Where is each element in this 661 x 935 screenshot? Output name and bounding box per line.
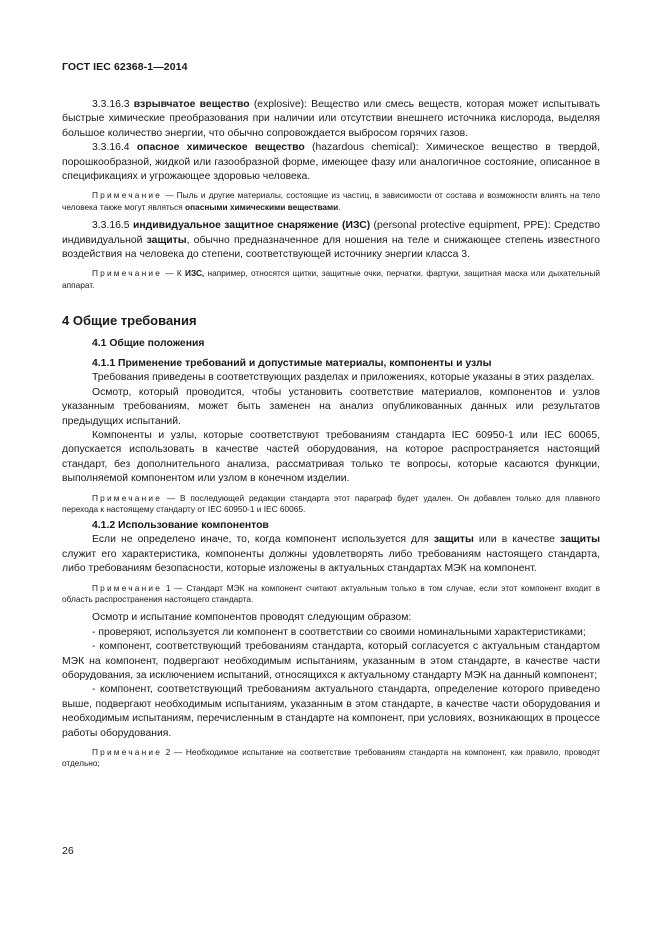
note-bold-term: опасными химическими веществами	[185, 201, 339, 212]
list-item: - компонент, соответствующий требованиям актуального стандарта, определение которого приведено выше, подвергают необходимым испытаниям, указанным в этом стандарте, в качестве части оборудования и необходимым испытаниям, перечисленным в стандарте на компонент, при условиях, возникающих в процессе работы оборудования.	[62, 684, 600, 739]
note-end: .	[338, 201, 341, 212]
note-label: Примечание	[92, 747, 163, 758]
term-number: 3.3.16.5	[92, 220, 130, 232]
page-content	[62, 98, 600, 770]
note-text: В последующей редакции стандарта этот параграф будет удален. Он добавлен только для плавного перехода к настоящему стандарту от IEC 60950-1 и IEC 60065.	[62, 492, 600, 514]
term-number: 3.3.16.4	[92, 142, 130, 154]
note-label: Примечание	[92, 268, 163, 279]
paragraph-hazardous-chemical	[62, 141, 600, 184]
term-name: индивидуальное защитное снаряжение (ИЗС)	[132, 220, 371, 232]
paragraph-text: или в качестве	[473, 534, 561, 546]
list-item: - проверяют, используется ли компонент в соответствии со своими номинальными характеристиками;	[92, 626, 586, 638]
list-item: - компонент, соответствующий требованиям стандарта, который согласуется с актуальным стандартом МЭК на компонент, подвергают необходимым испытаниям, указанным в этом стандарте, в качестве части оборудования, за исключением испытаний, относящихся к актуальному стандарту МЭК на данный компонент;	[62, 641, 600, 681]
note-dash: —	[162, 492, 181, 503]
note-dash: —	[162, 268, 177, 279]
note-bold-term: ИЗС,	[184, 268, 205, 279]
paragraph-text: Если не определено иначе, то, когда компонент используется для	[92, 534, 434, 546]
note-label: Примечание	[92, 492, 163, 503]
note-text: Необходимое испытание на соответствие требованиям стандарта на компонент, как правило, проводят отдельно;	[62, 747, 601, 769]
bold-word: защиты	[433, 534, 474, 546]
term-definition: (hazardous chemical): Химическое вещество в твердой, порошкообразной, жидкой или газообразной форме, имеющее фазу или аналогичное состояние, описанное в спецификациях и угрожающее здоровью человека.	[62, 142, 600, 183]
note-separate-test	[62, 747, 600, 770]
bold-word: защиты	[146, 234, 187, 246]
note-label: Примечание	[92, 190, 163, 201]
paragraph: Требования приведены в соответствующих разделах и приложениях, которые указаны в этих разделах.	[92, 372, 595, 384]
note-transition	[62, 493, 600, 516]
note-text: Стандарт МЭК на компонент считают актуальным только в том случае, если этот компонент входит в область распространения настоящего стандарта.	[62, 582, 601, 604]
note-dust	[62, 190, 600, 213]
page-number: 26	[62, 845, 74, 857]
subsection-title: 4.1.1 Применение требований и допустимые материалы, компоненты и узлы	[92, 358, 492, 370]
note-dash: —	[162, 190, 177, 201]
subsection-title: 4.1 Общие положения	[92, 338, 205, 350]
paragraph: Осмотр, который проводится, чтобы установить соответствие материалов, компонентов и узлов указанным требованиям, может быть заменен на анализ опубликованных данных или результатов предыдущих испытаний.	[62, 386, 600, 427]
subsection-title: 4.1.2 Использование компонентов	[92, 520, 269, 532]
paragraph-explosive	[62, 98, 600, 141]
bold-word: защиты	[560, 534, 600, 546]
paragraph: Компоненты и узлы, которые соответствуют требованиям стандарта IEC 60950-1 или IEC 60065, допускается использовать в качестве частей оборудования, на которое распространяется настоящий стандарт, без дополнительного анализа, рассматривая только те вопросы, которые касаются функции, выполняемой компонентом или узлом в конечном изделии.	[62, 429, 600, 485]
paragraph-text: служит его характеристика, компоненты должны удовлетворять либо требованиям настоящего стандарта, либо требованиям безопасности, которые изложены в актуальных стандартах МЭК на компонент.	[62, 548, 600, 575]
term-definition: (explosive): Вещество или смесь веществ, которая может испытывать быстрые химические преобразования при наличии или отсутствии внешнего источника кислорода, выделяя большое количество энергии, что обычно сопровождается выбросом горячих газов.	[62, 99, 600, 139]
paragraph-ppe	[62, 219, 600, 262]
note-text: К	[176, 268, 185, 279]
note-iec-component	[62, 583, 600, 606]
document-header: ГОСТ IEC 62368-1—2014	[62, 61, 188, 73]
note-text: Пыль и другие материалы, состоящие из частиц, в зависимости от состава и возможности влиять на тело человека также могут являться	[62, 190, 600, 212]
term-definition: (personal protective equipment, PPE): Средство индивидуальной	[62, 220, 600, 246]
paragraph: Осмотр и испытание компонентов проводят следующим образом:	[92, 612, 412, 624]
section-title: 4 Общие требования	[62, 313, 197, 329]
note-ppe	[62, 268, 600, 291]
note-text-cont: например, относятся щитки, защитные очки, перчатки, фартуки, защитная маска или дыхательный аппарат.	[62, 268, 600, 290]
term-definition-cont: , обычно предназначенное для ношения на теле и снижающее степень известного воздействия на человека до степени, соответствующей источнику энергии класса 3.	[62, 234, 601, 261]
term-number: 3.3.16.3	[92, 99, 130, 110]
note-dash: 1 —	[162, 582, 187, 593]
term-name: взрывчатое вещество	[133, 99, 250, 110]
paragraph-components	[62, 533, 600, 576]
term-name: опасное химическое вещество	[136, 142, 305, 154]
note-dash: 2 —	[162, 747, 186, 758]
note-label: Примечание	[92, 582, 163, 593]
